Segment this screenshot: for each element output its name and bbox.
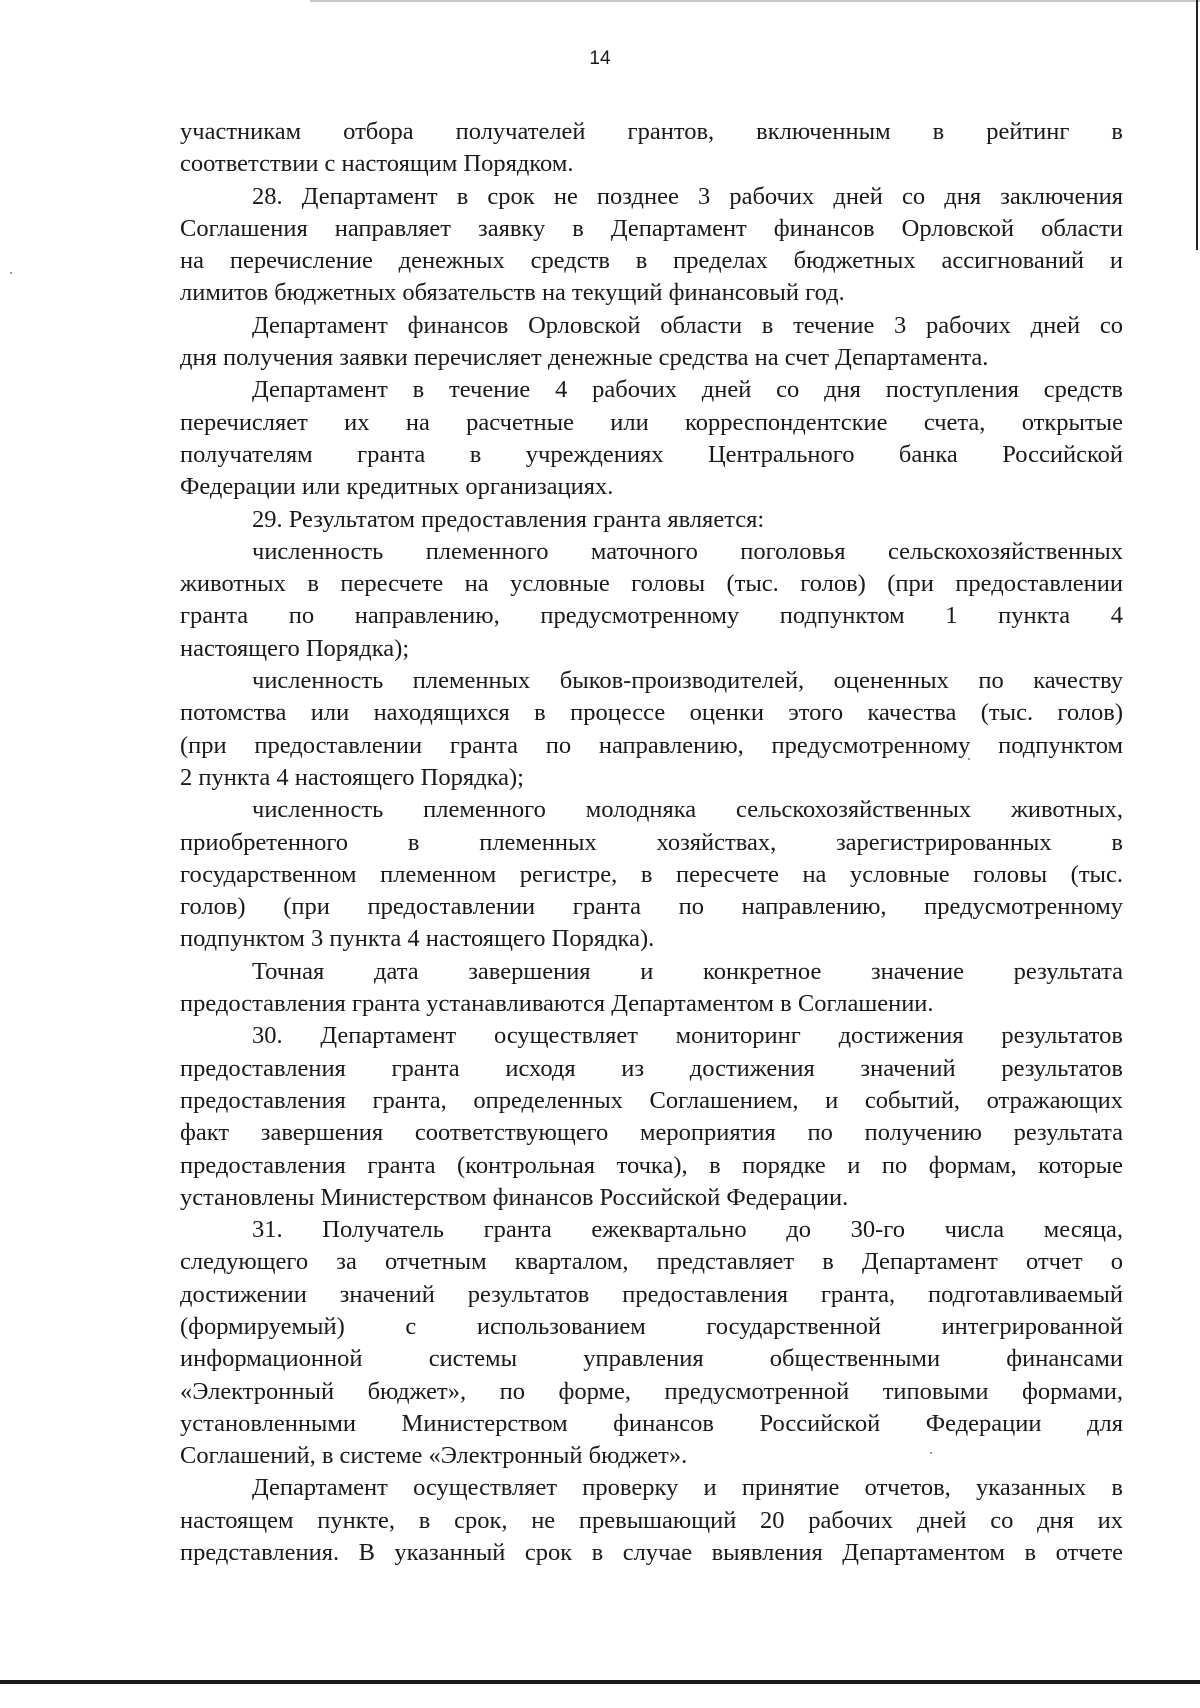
paragraph (180, 116, 1123, 181)
text-line: голов) (при предоставлении гранта по направлению, предусмотренному (180, 893, 1123, 921)
text-line: численность племенного молодняка сельскохозяйственных животных, (252, 796, 1123, 824)
text-line: участникам отбора получателей грантов, включенным в рейтинг в (180, 118, 1123, 145)
text-line: настоящего Порядка); (180, 634, 410, 662)
text-line: гранта по направлению, предусмотренному подпунктом 1 пункта 4 (180, 602, 1123, 630)
text-line: предоставления гранта устанавливаются Департаментом в Соглашении. (180, 990, 934, 1018)
paragraph (180, 310, 1123, 375)
paragraph (180, 1020, 1123, 1214)
text-line: Департамент осуществляет проверку и принятие отчетов, указанных в (252, 1474, 1123, 1502)
text-line: настоящем пункте, в срок, не превышающий 20 рабочих дней со дня их (180, 1506, 1123, 1534)
text-line: 30. Департамент осуществляет мониторинг достижения результатов (252, 1022, 1123, 1050)
text-line: Соглашения направляет заявку в Департамент финансов Орловской области (180, 214, 1123, 242)
paragraph (180, 956, 1123, 1021)
text-line: получателям гранта в учреждениях Центрального банка Российской (180, 440, 1123, 468)
text-line: Департамент в течение 4 рабочих дней со дня поступления средств (252, 376, 1123, 404)
paragraph (180, 536, 1123, 665)
paragraph (180, 181, 1123, 310)
paragraph (180, 794, 1123, 955)
paragraph (180, 1472, 1123, 1569)
text-line: предоставления гранта исходя из достижения значений результатов (180, 1054, 1123, 1082)
text-line: лимитов бюджетных обязательств на текущий финансовый год. (180, 279, 845, 307)
paragraph (180, 1214, 1123, 1472)
paragraph (180, 374, 1123, 503)
text-line: 28. Департамент в срок не позднее 3 рабочих дней со дня заключения (252, 182, 1123, 210)
text-line: государственном племенном регистре, в пересчете на условные головы (тыс. (180, 860, 1123, 888)
text-line: Департамент финансов Орловской области в течение 3 рабочих дней со (252, 311, 1123, 339)
text-line: Точная дата завершения и конкретное значение результата (252, 957, 1123, 985)
text-line: представления. В указанный срок в случае выявления Департаментом в отчете (180, 1539, 1123, 1567)
text-line: 29. Результатом предоставления гранта является: (252, 505, 765, 533)
scan-bottom-edge (0, 1680, 1200, 1684)
paragraph (180, 504, 1123, 536)
text-line: (при предоставлении гранта по направлению, предусмотренному подпунктом (180, 731, 1123, 759)
document-body (180, 116, 1123, 1569)
text-line: предоставления гранта, определенных Соглашением, и событий, отражающих (180, 1086, 1123, 1114)
paragraph (180, 665, 1123, 794)
text-line: (формируемый) с использованием государственной интегрированной (180, 1312, 1123, 1340)
text-line: соответствии с настоящим Порядком. (180, 150, 574, 178)
text-line: следующего за отчетным кварталом, представляет в Департамент отчет о (180, 1248, 1123, 1276)
text-line: Соглашений, в системе «Электронный бюджет». (180, 1442, 688, 1470)
text-line: «Электронный бюджет», по форме, предусмотренной типовыми формами, (180, 1377, 1123, 1405)
text-line: численность племенного маточного поголовья сельскохозяйственных (252, 537, 1123, 565)
text-line: 2 пункта 4 настоящего Порядка); (180, 763, 524, 791)
text-line: информационной системы управления общественными финансами (180, 1345, 1123, 1373)
text-line: потомства или находящихся в процессе оценки этого качества (тыс. голов) (180, 699, 1123, 727)
text-line: факт завершения соответствующего мероприятия по получению результата (180, 1119, 1123, 1147)
text-line: достижении значений результатов предоставления гранта, подготавливаемый (180, 1280, 1123, 1308)
page-number: 14 (589, 48, 611, 69)
text-line: установлены Министерством финансов Российской Федерации. (180, 1183, 849, 1211)
text-line: приобретенного в племенных хозяйствах, зарегистрированных в (180, 828, 1123, 856)
text-line: перечисляет их на расчетные или корреспондентские счета, открытые (180, 408, 1123, 436)
text-line: численность племенных быков-производителей, оцененных по качеству (252, 667, 1123, 695)
text-line: предоставления гранта (контрольная точка), в порядке и по формам, которые (180, 1151, 1123, 1179)
text-line: животных в пересчете на условные головы (тыс. голов) (при предоставлении (180, 570, 1123, 598)
text-line: подпунктом 3 пункта 4 настоящего Порядка). (180, 925, 655, 953)
scan-top-edge (310, 0, 1200, 2)
text-line: Федерации или кредитных организациях. (180, 473, 614, 501)
text-line: 31. Получатель гранта ежеквартально до 30-го числа месяца, (252, 1216, 1123, 1244)
text-line: установленными Министерством финансов Российской Федерации для (180, 1409, 1123, 1437)
text-line: дня получения заявки перечисляет денежные средства на счет Департамента. (180, 344, 989, 372)
scan-speck (10, 272, 12, 274)
scan-right-edge (1196, 0, 1198, 250)
text-line: на перечисление денежных средств в пределах бюджетных ассигнований и (180, 247, 1123, 275)
